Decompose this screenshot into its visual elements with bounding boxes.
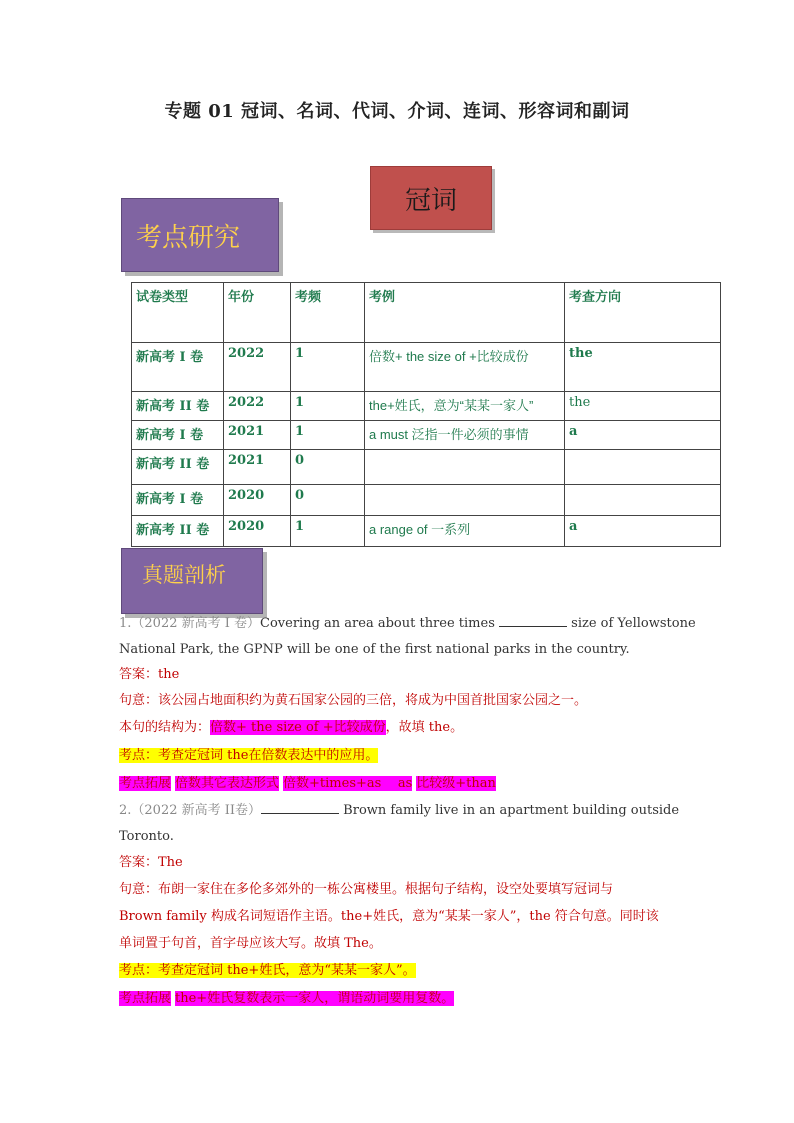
q2-meaning-1: 句意：布朗一家住在多伦多郊外的一栋公寓楼里。根据句子结构，设空处要填写冠词与 bbox=[119, 882, 614, 897]
q1-stem-cont: National Park, the GPNP will be one of the first national parks in the country. bbox=[119, 642, 630, 657]
table-cell: 倍数+ the size of +比较成份 bbox=[365, 343, 565, 392]
table-cell: 新高考 II 卷 bbox=[132, 450, 224, 485]
table-cell: 1 bbox=[291, 343, 365, 392]
q1-stem-a: Covering an area about three times bbox=[260, 616, 495, 631]
table-cell bbox=[565, 485, 721, 516]
q1-point-text: 考点：考查定冠词 the在倍数表达中的应用。 bbox=[119, 748, 379, 763]
section-badge-guanci: 冠词 bbox=[370, 166, 492, 230]
section-badge-zhenti: 真题剖析 bbox=[121, 548, 263, 614]
table-header: 年份 bbox=[224, 283, 291, 343]
table-cell: 新高考 I 卷 bbox=[132, 421, 224, 450]
table-cell: 1 bbox=[291, 392, 365, 421]
table-cell: a range of 一系列 bbox=[365, 516, 565, 547]
table-row bbox=[132, 421, 721, 450]
q1-ext-1: 倍数其它表达形式 bbox=[175, 776, 280, 791]
table-row bbox=[132, 485, 721, 516]
table-cell: 新高考 II 卷 bbox=[132, 392, 224, 421]
q2-point bbox=[119, 958, 679, 984]
table-header: 试卷类型 bbox=[132, 283, 224, 343]
q1-extension bbox=[119, 771, 679, 797]
table-cell bbox=[365, 485, 565, 516]
q1-meaning: 句意：该公园占地面积约为黄石国家公园的三倍，将成为中国首批国家公园之一。 bbox=[119, 693, 588, 708]
table-header: 考例 bbox=[365, 283, 565, 343]
q2-extension bbox=[119, 986, 679, 1012]
q2-stem bbox=[119, 798, 679, 824]
q2-stem-cont: Toronto. bbox=[119, 829, 174, 844]
table-cell bbox=[565, 450, 721, 485]
q1-structure-tail: ，故填 the。 bbox=[385, 720, 464, 735]
q1-structure-highlight: 倍数+ the size of +比较成份 bbox=[210, 720, 386, 735]
section-badge-kaodian: 考点研究 bbox=[121, 198, 279, 272]
q1-ext-3: 比较级+than bbox=[416, 776, 496, 791]
table-cell: 2021 bbox=[224, 421, 291, 450]
table-header: 考频 bbox=[291, 283, 365, 343]
table-cell: 0 bbox=[291, 485, 365, 516]
table-cell: 新高考 I 卷 bbox=[132, 485, 224, 516]
q1-point bbox=[119, 743, 679, 769]
table-cell: 新高考 I 卷 bbox=[132, 343, 224, 392]
table-cell: a must 泛指一件必须的事情 bbox=[365, 421, 565, 450]
q1-stem-b: size of Yellowstone bbox=[571, 616, 696, 631]
table-cell bbox=[365, 450, 565, 485]
q2-source: 2.（2022 新高考 II卷） bbox=[119, 803, 262, 818]
table-row bbox=[132, 516, 721, 547]
q2-stem-a: Brown family live in an apartment building outside bbox=[343, 803, 680, 818]
q1-answer: 答案：the bbox=[119, 667, 180, 682]
q2-point-text: 考点：考查定冠词 the+姓氏，意为“某某一家人”。 bbox=[119, 963, 416, 978]
q2-meaning-2: Brown family 构成名词短语作主语。the+姓氏，意为“某某一家人”，the 符合句意。同时该 bbox=[119, 909, 659, 924]
table-cell: 2020 bbox=[224, 485, 291, 516]
q2-ext-1: the+姓氏复数表示一家人，谓语动词要用复数。 bbox=[175, 991, 455, 1006]
table-header: 考查方向 bbox=[565, 283, 721, 343]
table-cell: a bbox=[565, 516, 721, 547]
table-row bbox=[132, 343, 721, 392]
page-title: 专题 01 冠词、名词、代词、介词、连词、形容词和副词 bbox=[164, 101, 630, 122]
q1-stem bbox=[119, 611, 696, 637]
q2-answer-blank[interactable] bbox=[261, 799, 339, 814]
q1-structure-label: 本句的结构为： bbox=[119, 720, 211, 735]
q1-structure bbox=[119, 715, 679, 741]
exam-frequency-table bbox=[131, 282, 721, 547]
table-row bbox=[132, 450, 721, 485]
table-header-row bbox=[132, 283, 721, 343]
table-cell: the bbox=[565, 343, 721, 392]
table-cell: 新高考 II 卷 bbox=[132, 516, 224, 547]
table-row bbox=[132, 392, 721, 421]
table-cell: 2021 bbox=[224, 450, 291, 485]
table-cell: 2020 bbox=[224, 516, 291, 547]
q2-ext-label: 考点拓展 bbox=[119, 991, 172, 1006]
table-cell: 1 bbox=[291, 421, 365, 450]
q1-source: 1.（2022 新高考 I 卷） bbox=[119, 616, 261, 631]
table-cell: the bbox=[565, 392, 721, 421]
q2-answer: 答案：The bbox=[119, 855, 183, 870]
table-cell: the+姓氏，意为“某某一家人” bbox=[365, 392, 565, 421]
q1-ext-2: 倍数+times+as as bbox=[283, 776, 413, 791]
table-cell: 1 bbox=[291, 516, 365, 547]
q1-ext-label: 考点拓展 bbox=[119, 776, 172, 791]
table-cell: 2022 bbox=[224, 392, 291, 421]
q1-answer-blank[interactable] bbox=[499, 612, 567, 627]
q2-meaning-3: 单词置于句首，首字母应该大写。故填 The。 bbox=[119, 936, 382, 951]
table-cell: 2022 bbox=[224, 343, 291, 392]
table-cell: 0 bbox=[291, 450, 365, 485]
table-cell: a bbox=[565, 421, 721, 450]
